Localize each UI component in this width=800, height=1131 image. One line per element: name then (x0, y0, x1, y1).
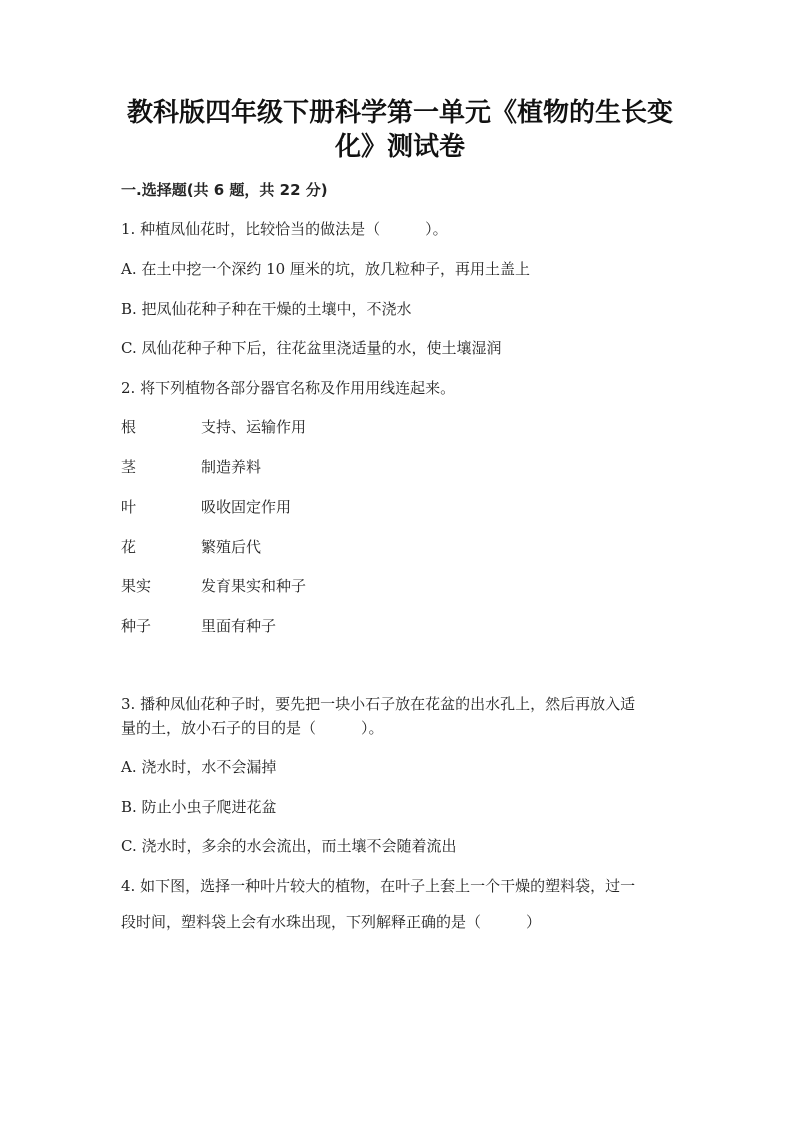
page-title-line-1: 教科版四年级下册科学第一单元《植物的生长变 (126, 98, 673, 128)
question-1-option-c: C. 凤仙花种子种下后，往花盆里浇适量的水，使土壤湿润 (121, 339, 502, 357)
organ-label: 叶 (121, 498, 137, 516)
organ-label: 花 (121, 538, 137, 556)
question-4-stem-line-2: 段时间，塑料袋上会有水珠出现，下列解释正确的是（ ） (121, 913, 542, 931)
function-label: 繁殖后代 (201, 538, 262, 556)
question-3-option-c: C. 浇水时，多余的水会流出，而土壤不会随着流出 (121, 837, 457, 855)
question-3-option-a: A. 浇水时，水不会漏掉 (121, 758, 277, 776)
question-3-option-b: B. 防止小虫子爬进花盆 (121, 798, 277, 816)
function-label: 里面有种子 (201, 617, 277, 635)
section-heading: 一.选择题(共 6 题，共 22 分) (121, 181, 328, 199)
function-label: 吸收固定作用 (201, 498, 292, 516)
question-3-stem-line-2: 量的土，放小石子的目的是（ ）。 (121, 719, 384, 737)
function-label: 发育果实和种子 (201, 577, 307, 595)
organ-label: 果实 (121, 577, 152, 595)
organ-label: 茎 (121, 458, 137, 476)
question-3-stem-line-1: 3. 播种凤仙花种子时，要先把一块小石子放在花盆的出水孔上，然后再放入适 (121, 695, 636, 713)
function-label: 制造养料 (201, 458, 262, 476)
question-1-option-a: A. 在土中挖一个深约 10 厘米的坑，放几粒种子，再用土盖上 (121, 260, 530, 278)
function-label: 支持、运输作用 (201, 418, 307, 436)
question-1-stem: 1. 种植凤仙花时，比较恰当的做法是（ ）。 (121, 220, 448, 238)
organ-label: 根 (121, 418, 137, 436)
organ-label: 种子 (121, 617, 152, 635)
question-2-stem: 2. 将下列植物各部分器官名称及作用用线连起来。 (121, 379, 456, 397)
question-4-stem-line-1: 4. 如下图，选择一种叶片较大的植物，在叶子上套上一个干燥的塑料袋，过一 (121, 877, 636, 895)
page-title-line-2: 化》测试卷 (334, 132, 465, 162)
question-1-option-b: B. 把凤仙花种子种在干燥的土壤中，不浇水 (121, 300, 412, 318)
